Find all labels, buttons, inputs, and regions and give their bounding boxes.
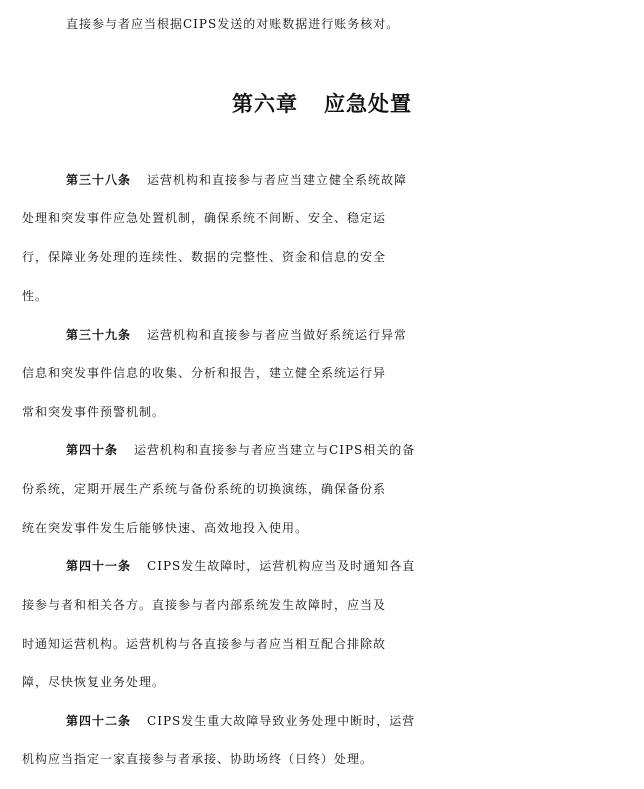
- article-38-line-4: 性。: [22, 289, 49, 303]
- article-39-line-3: 常和突发事件预警机制。: [22, 405, 166, 419]
- article-39-line-2: 信息和突发事件信息的收集、分析和报告，建立健全系统运行异: [22, 366, 387, 380]
- article-42-line-2: 机构应当指定一家直接参与者承接、协助场终（日终）处理。: [22, 752, 374, 766]
- article-38-line-1: [66, 160, 644, 200]
- article-39-number: 第三十九条: [66, 328, 132, 342]
- article-42-text-1: CIPS发生重大故障导致业务处理中断时，运营: [147, 714, 416, 728]
- chapter-title: 应急处置: [324, 91, 412, 116]
- article-40-line-2: 份系统，定期开展生产系统与备份系统的切换演练，确保备份系: [22, 482, 387, 496]
- article-41-line-4: 障，尽快恢复业务处理。: [22, 675, 166, 689]
- article-40-number: 第四十条: [66, 443, 119, 457]
- article-39-line-1: [66, 315, 644, 355]
- article-40-line-1: [66, 430, 644, 470]
- article-40-line-3: 统在突发事件发生后能够快速、高效地投入使用。: [22, 521, 309, 535]
- chapter-number: 第六章: [232, 91, 298, 116]
- intro-line: 直接参与者应当根据CIPS发送的对账数据进行账务核对。: [66, 17, 400, 31]
- article-41-number: 第四十一条: [66, 559, 132, 573]
- article-38-number: 第三十八条: [66, 173, 132, 187]
- article-41-line-3: 时通知运营机构。运营机构与各直接参与者应当相互配合排除故: [22, 637, 387, 651]
- article-41-line-2: 接参与者和相关各方。直接参与者内部系统发生故障时，应当及: [22, 598, 387, 612]
- article-41-line-1: [66, 546, 644, 586]
- article-38-line-2: 处理和突发事件应急处置机制，确保系统不间断、安全、稳定运: [22, 211, 387, 225]
- article-42-number: 第四十二条: [66, 714, 132, 728]
- article-38-text-1: 运营机构和直接参与者应当建立健全系统故障: [147, 173, 408, 187]
- article-38-line-3: 行，保障业务处理的连续性、数据的完整性、资金和信息的安全: [22, 250, 387, 264]
- article-39-text-1: 运营机构和直接参与者应当做好系统运行异常: [147, 328, 408, 342]
- chapter-heading: [0, 84, 644, 124]
- article-42-line-1: [66, 701, 644, 741]
- article-41-text-1: CIPS发生故障时，运营机构应当及时通知各直: [147, 559, 416, 573]
- article-40-text-1: 运营机构和直接参与者应当建立与CIPS相关的备: [134, 443, 416, 457]
